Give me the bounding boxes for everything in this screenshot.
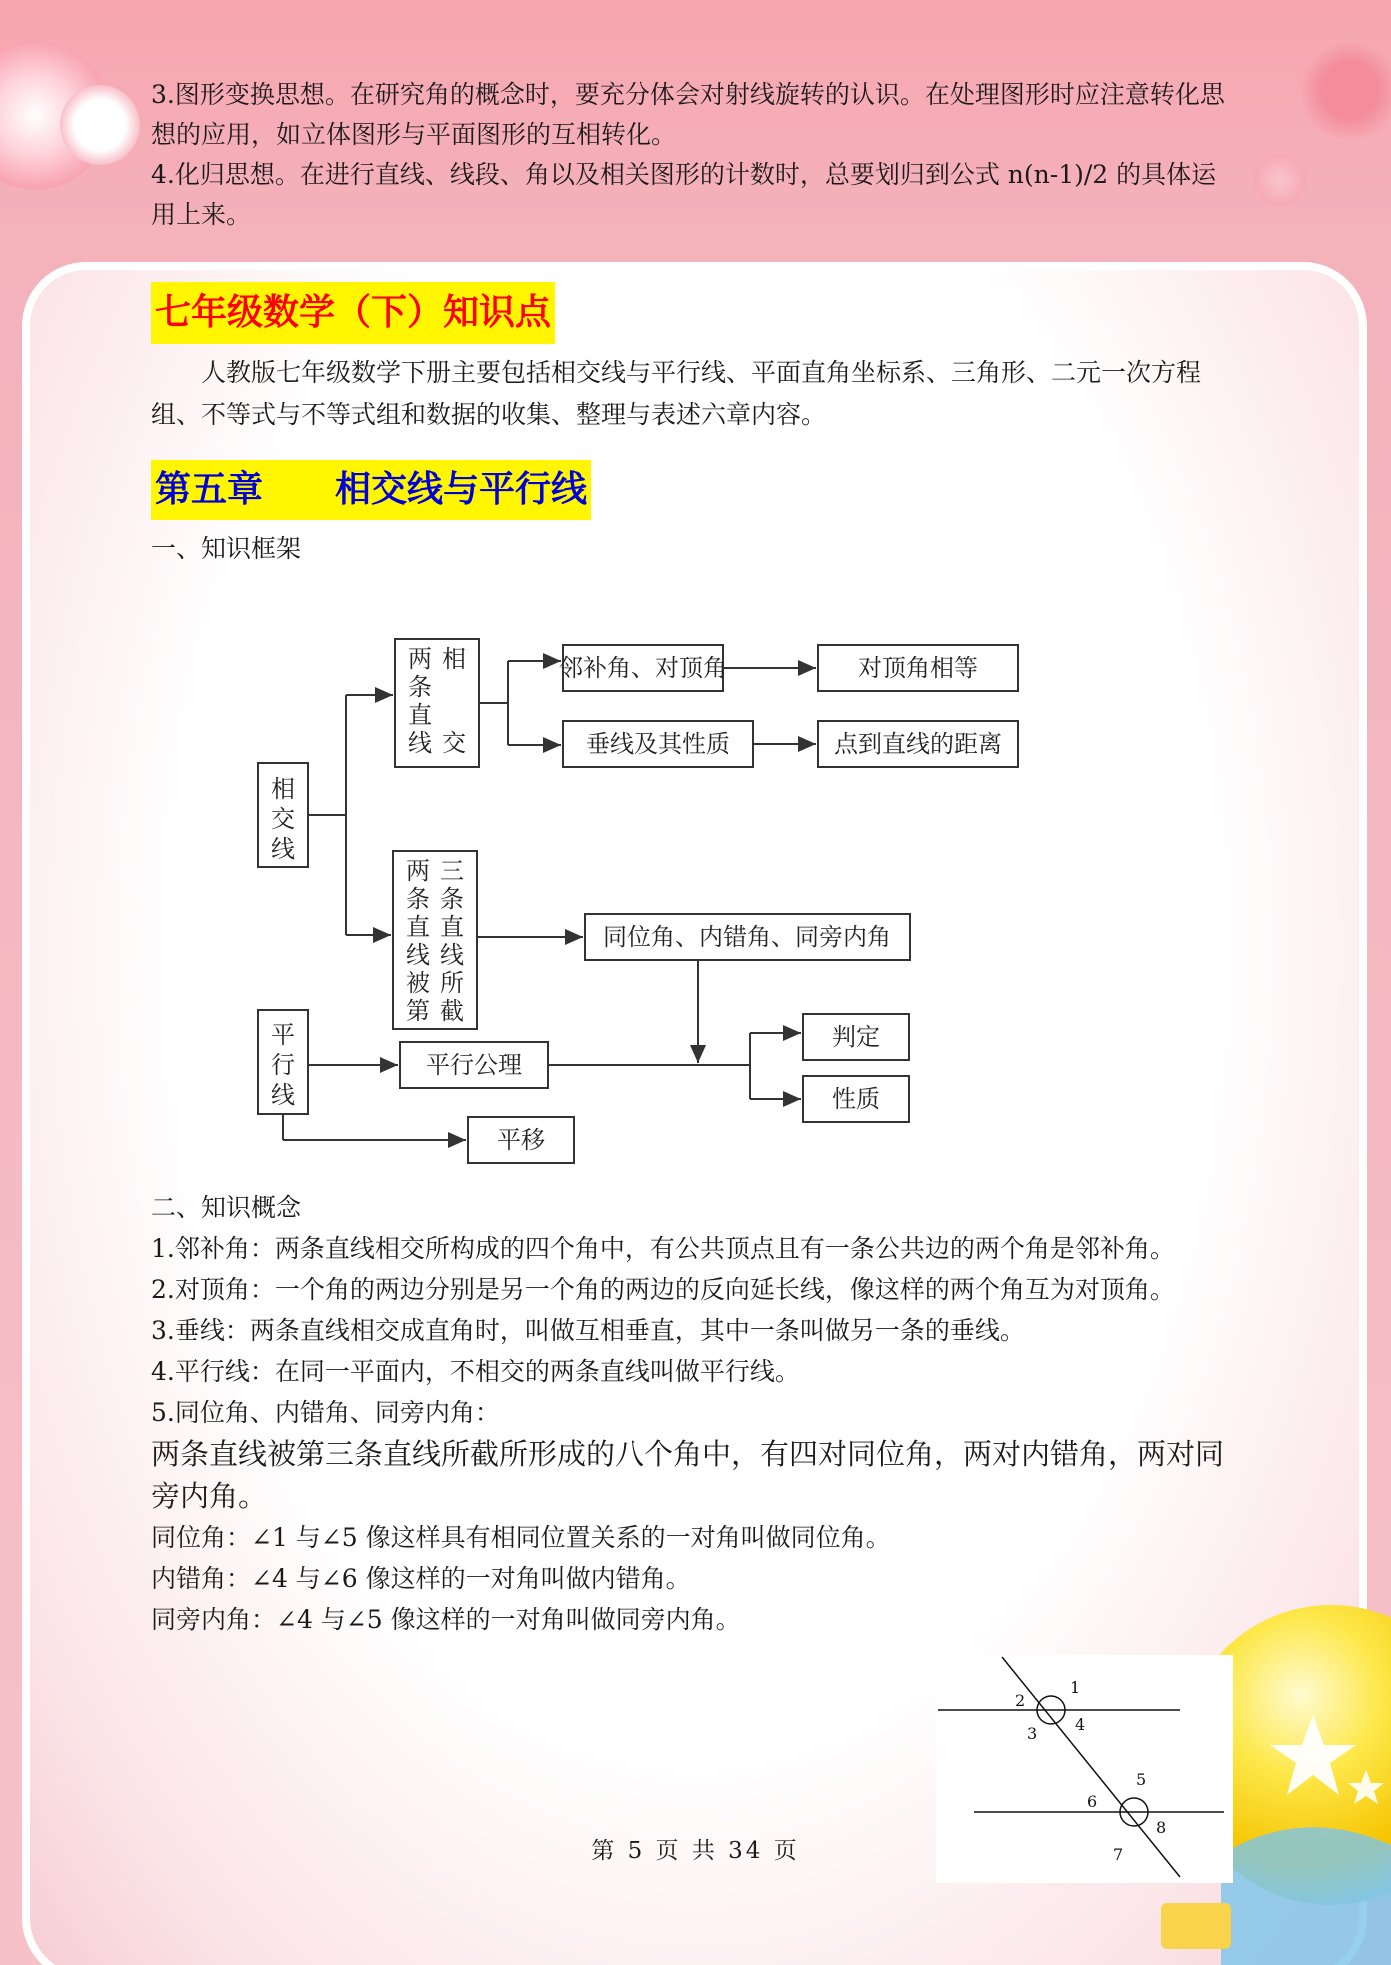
tongpang-definition: 同旁内角：∠4 与∠5 像这样的一对角叫做同旁内角。 [151, 1605, 741, 1634]
item-3: 3.图形变换思想。在研究角的概念时，要充分体会对射线旋转的认识。在处理图形时应注意转化思想的应用，如立体图形与平面图形的互相转化。 [151, 80, 1225, 149]
intro-paragraph: 人教版七年级数学下册主要包括相交线与平行线、平面直角坐标系、三角形、二元一次方程组、不等式与不等式组和数据的收集、整理与表述六章内容。 [151, 358, 1202, 429]
label-panding: 判定 [832, 1023, 880, 1051]
item-4: 4.化归思想。在进行直线、线段、角以及相关图形的计数时，总要划归到公式 n(n-1)/2 的具体运用上来。 [151, 160, 1217, 229]
concepts-heading: 二、知识概念 [151, 1193, 302, 1222]
decor-bubble [1300, 40, 1391, 140]
concept-1: 1.邻补角：两条直线相交所构成的四个角中，有公共顶点且有一条公共边的两个角是邻补角。 [151, 1234, 1175, 1263]
label-pingxingxian: 平 行 线 [271, 1021, 295, 1109]
label-pingxing-gongli: 平行公理 [426, 1051, 522, 1079]
concept-5: 5.同位角、内错角、同旁内角： [151, 1398, 500, 1427]
angle-label: 4 [1075, 1715, 1086, 1734]
decor-bubble [60, 85, 140, 165]
label-liangtiao2: 两 条 直 线 被 第 [406, 857, 430, 1025]
main-content [151, 282, 1241, 569]
neicuo-definition: 内错角：∠4 与∠6 像这样的一对角叫做内错角。 [151, 1564, 691, 1593]
angle-label: 3 [1027, 1724, 1038, 1743]
label-liangtiao: 两 条 直 线 [408, 645, 432, 757]
angle-label: 8 [1156, 1818, 1167, 1837]
angle-label: 5 [1136, 1770, 1147, 1789]
concept-5-body: 两条直线被第三条直线所截所形成的八个角中，有四对同位角，两对内错角，两对同旁内角。 [151, 1437, 1225, 1513]
chapter-heading: 第五章 相交线与平行线 [151, 460, 591, 520]
decor-bubble [1250, 150, 1310, 210]
angle-label: 7 [1113, 1845, 1124, 1864]
label-santiao: 三 条 直 线 所 截 [440, 857, 464, 1025]
label-duidingjiao-xiangdeng: 对顶角相等 [858, 654, 978, 682]
angle-label: 6 [1087, 1792, 1098, 1811]
page-title: 七年级数学（下）知识点 [151, 282, 555, 344]
framework-heading: 一、知识框架 [151, 534, 302, 563]
label-dian-juli: 点到直线的距离 [834, 730, 1002, 758]
top-text [151, 75, 1241, 235]
label-xingzhi: 性质 [832, 1085, 880, 1113]
label-pingyi: 平移 [497, 1126, 545, 1154]
label-tongweijiao: 同位角、内错角、同旁内角 [603, 923, 891, 951]
concept-4: 4.平行线：在同一平面内，不相交的两条直线叫做平行线。 [151, 1357, 800, 1386]
concepts-section [151, 1187, 1241, 1640]
angle-label: 2 [1015, 1691, 1026, 1710]
page-footer: 第 5 页 共 34 页 [591, 1838, 800, 1864]
label-xiangjiao: 相 交 [442, 645, 466, 757]
angle-label: 1 [1070, 1678, 1081, 1697]
knowledge-framework-diagram [250, 625, 1030, 1175]
label-xiangjiaoxian: 相 交 线 [271, 775, 295, 863]
tongwei-definition: 同位角：∠1 与∠5 像这样具有相同位置关系的一对角叫做同位角。 [151, 1523, 891, 1552]
concept-2: 2.对顶角：一个角的两边分别是另一个角的两边的反向延长线，像这样的两个角互为对顶角。 [151, 1275, 1175, 1304]
label-chuixian: 垂线及其性质 [586, 730, 730, 758]
label-linbujiao: 邻补角、对顶角 [559, 654, 727, 682]
concept-3: 3.垂线：两条直线相交成直角时，叫做互相垂直，其中一条叫做另一条的垂线。 [151, 1316, 1025, 1345]
